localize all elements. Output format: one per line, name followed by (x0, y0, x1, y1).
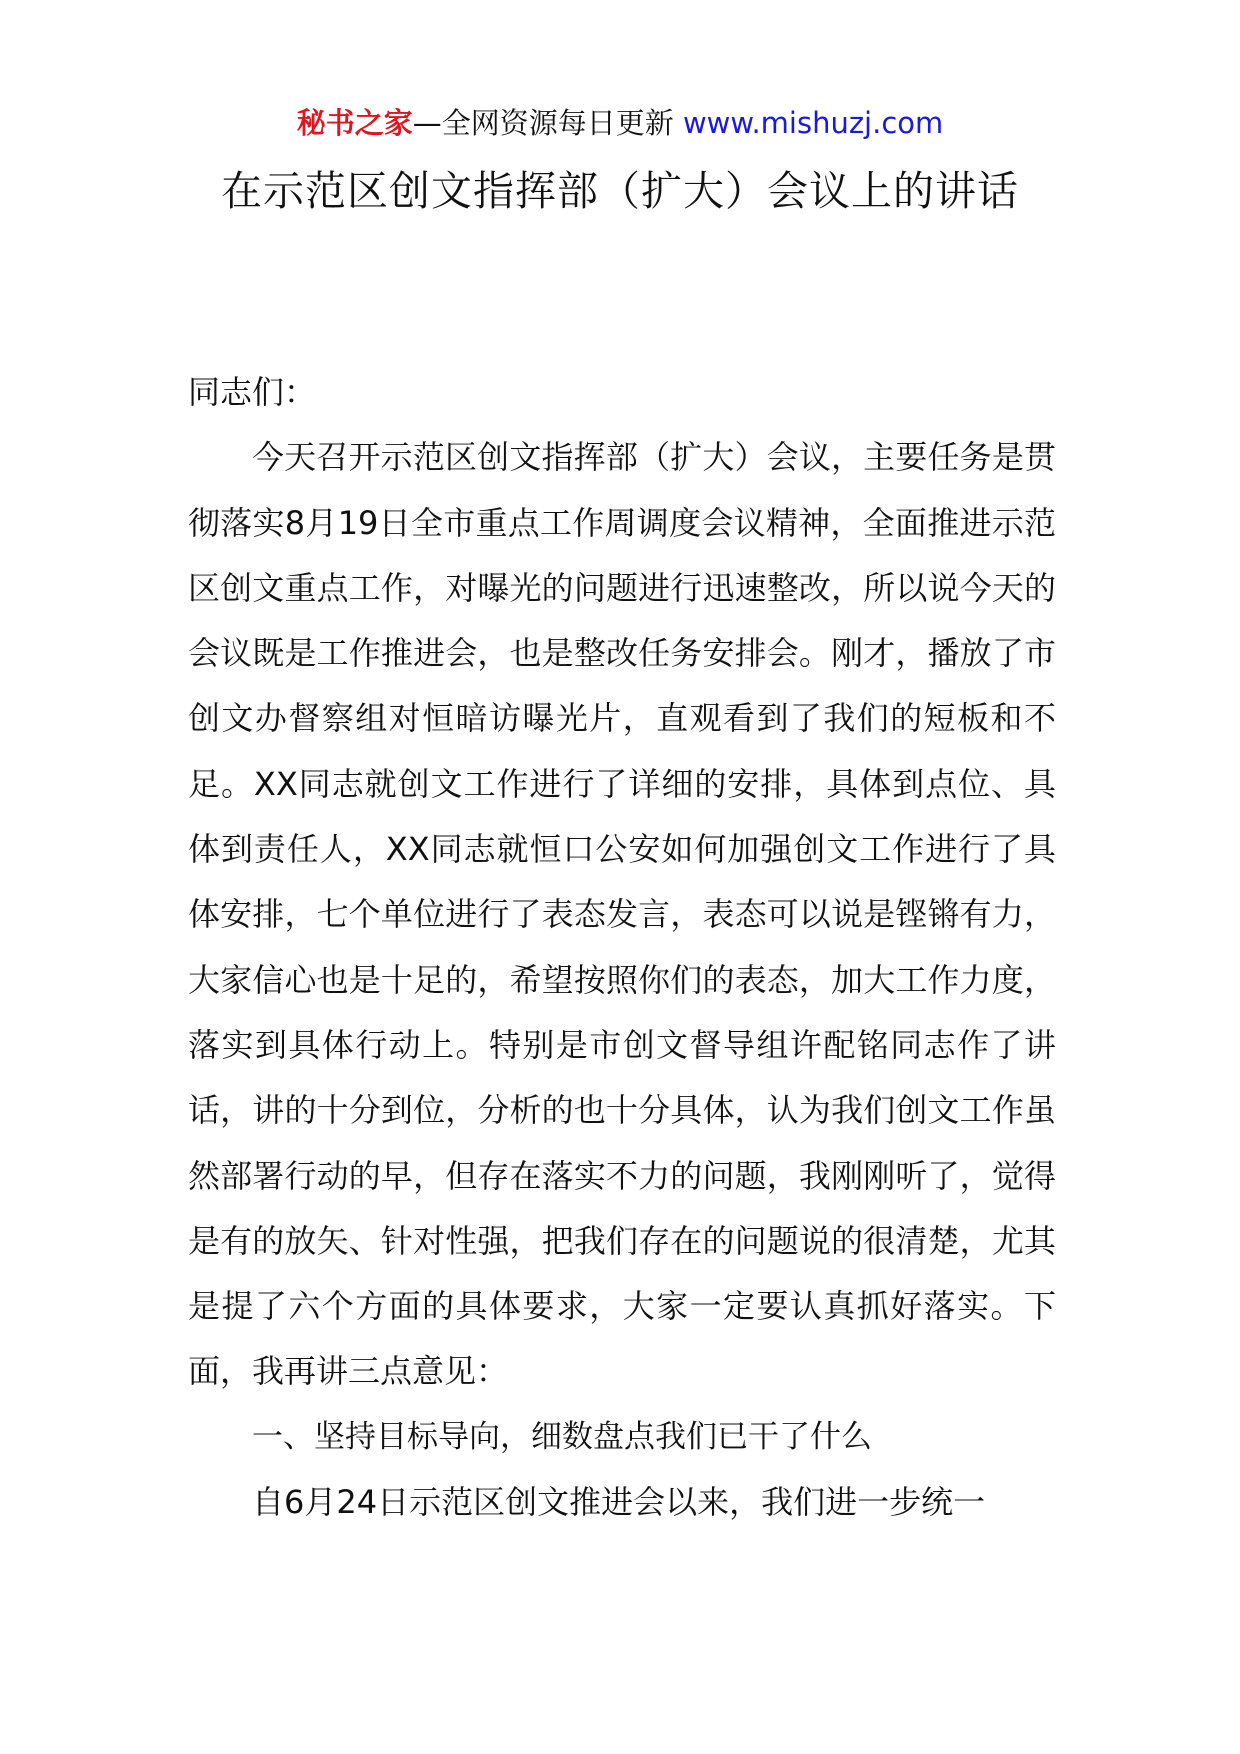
document-title: 在示范区创文指挥部（扩大）会议上的讲话 (221, 167, 1019, 215)
paragraph-intro: 今天召开示范区创文指挥部（扩大）会议，主要任务是贯彻落实8月19日全市重点工作周调度会议精神，全面推进示范区创文重点工作，对曝光的问题进行迅速整改，所以说今天的会议既是工作推进会，也是整改任务安排会。刚才，播放了市创文办督察组对恒暗访曝光片，直观看到了我们的短板和不足。XX同志就创文工作进行了详细的安排，具体到点位、具体到责任人，XX同志就恒口公安如何加强创文工作进行了具体安排，七个单位进行了表态发言，表态可以说是铿锵有力，大家信心也是十足的，希望按照你们的表态，加大工作力度，落实到具体行动上。特别是市创文督导组许配铭同志作了讲话，讲的十分到位，分析的也十分具体，认为我们创文工作虽然部署行动的早，但存在落实不力的问题，我刚刚听了，觉得是有的放矢、针对性强，把我们存在的问题说的很清楚，尤其是提了六个方面的具体要求，大家一定要认真抓好落实。下面，我再讲三点意见： (188, 438, 1056, 1391)
paragraph-section-1: 自6月24日示范区创文推进会以来，我们进一步统一 (252, 1483, 986, 1522)
banner-site-link[interactable]: www.mishuzj.com (682, 106, 944, 140)
site-banner (0, 103, 1240, 143)
banner-brand: 秘书之家 (296, 106, 413, 140)
banner-tagline: —全网资源每日更新 (412, 106, 683, 140)
salutation: 同志们： (188, 373, 317, 411)
document-body (188, 360, 1056, 1535)
section-heading-1: 一、坚持目标导向，细数盘点我们已干了什么 (252, 1418, 872, 1455)
